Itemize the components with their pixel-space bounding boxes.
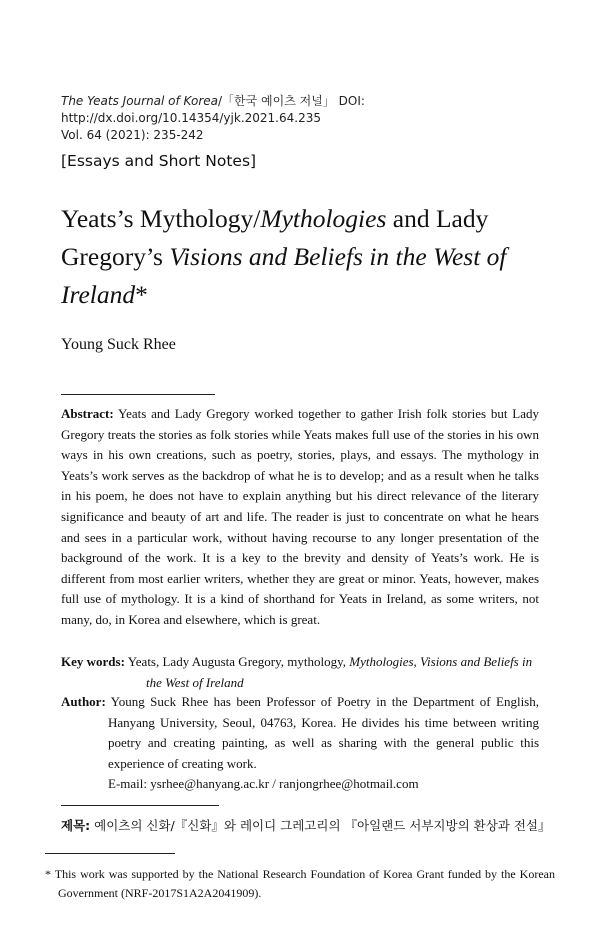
title-italic-mythologies: Mythologies — [260, 204, 387, 233]
abstract-text: Yeats and Lady Gregory worked together to gather Irish folk stories but Lady Gregory treats the stories as folk stories while Yeats makes full use of the stories in his own ways in his own creations, such as poetry, stories, plays, and essays. The mythology in Yeats’s work serves as the backdrop of what he is to develop; and as a result when he talks in his poem, he does not have to explain anything but his direct relevance of the literary significance and beauty of art and life. The reader is just to concentrate on what he hears and sees in a particular work, without having recourse to any longer presentation of the background of the work. It is a key to the brevity and density of Yeats’s work. He is different from most earlier writers, whether they are great or minor. Yeats, however, makes full use of mythology. It is a kind of shorthand for Yeats in Ireland, as some writers, not many, do, in Korea and elsewhere, which is great. — [61, 406, 539, 627]
author-name: Young Suck Rhee — [61, 336, 176, 353]
abstract — [61, 404, 539, 631]
title-asterisk: * — [135, 280, 148, 309]
footnote: * This work was supported by the National Research Foundation of Korea Grant funded by the Korean Government (NRF-2017S1A2A2041909). — [45, 867, 555, 900]
title-part-3: and Lady Gregory’s — [61, 204, 489, 271]
journal-name: The Yeats Journal of Korea — [61, 94, 219, 108]
author-info-label: Author: — [61, 694, 106, 709]
paper-title — [61, 200, 561, 314]
author-info-text: Young Suck Rhee has been Professor of Poetry in the Department of English, Hanyang University, Seoul, 04763, Korea. He divides his time between writing poetry and creating painting, as well as sharing with the general public this experience of creating work. — [105, 694, 539, 771]
korean-title-text: 예이츠의 신화/『신화』와 레이디 그레고리의 『아일랜드 서부지방의 환상과 전설』 — [90, 818, 551, 833]
korean-title-label: 제목: — [61, 818, 91, 833]
journal-doi-line — [61, 93, 581, 127]
volume-line: Vol. 64 (2021): 235-242 — [61, 128, 204, 142]
author-email: E-mail: ysrhee@hanyang.ac.kr / ranjongrhee@hotmail.com — [108, 776, 419, 792]
divider-rule — [61, 805, 219, 806]
keyword-visions: Visions and Beliefs in the West of Ireland — [146, 654, 533, 690]
title-italic-visions: Visions and Beliefs in the West of Ireland — [61, 242, 507, 309]
keywords-text: Yeats, Lady Augusta Gregory, mythology, — [124, 654, 350, 669]
abstract-label: Abstract: — [61, 406, 114, 421]
divider-rule — [61, 394, 215, 395]
title-part-1: Yeats’s Mythology/ — [61, 204, 261, 233]
keywords-label: Key words: — [61, 654, 125, 669]
journal-header — [61, 93, 581, 144]
section-label: [Essays and Short Notes] — [61, 152, 257, 170]
keyword-separator: , — [413, 654, 421, 669]
footnote-rule — [45, 853, 175, 854]
journal-korean-doi: /「한국 예이츠 저널」 DOI: http://dx.doi.org/10.14354/yjk.2021.64.235 — [61, 94, 365, 125]
keyword-mythologies: Mythologies — [349, 654, 414, 669]
author-info — [61, 692, 539, 795]
korean-title — [61, 816, 561, 834]
keywords — [61, 652, 539, 693]
